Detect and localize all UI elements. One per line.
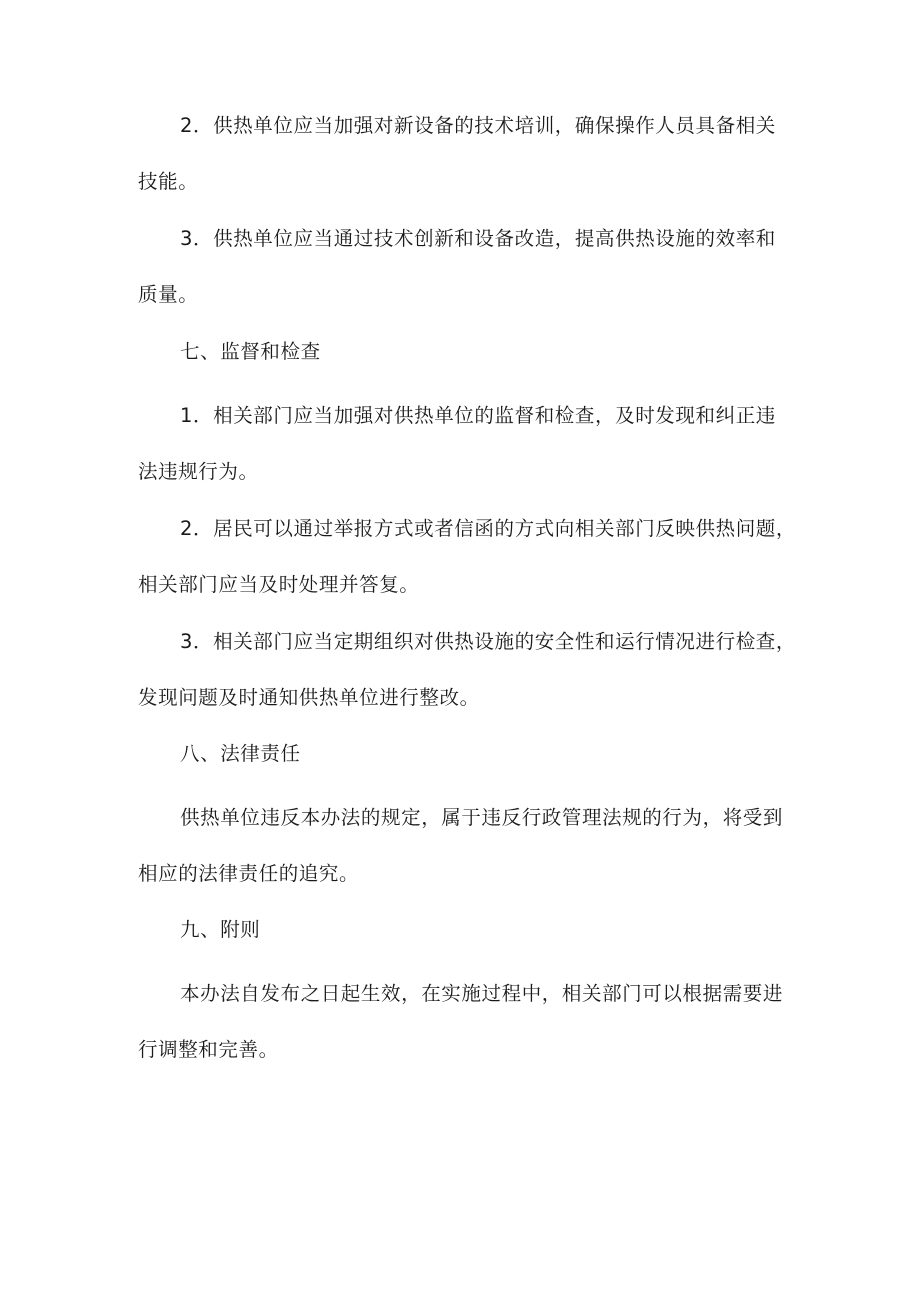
paragraph-supervision-1 [138, 388, 788, 500]
paragraph-supervision-3 [138, 614, 797, 726]
paragraph-line: 法违规行为。 [138, 460, 259, 483]
paragraph-line: 相关部门应当及时处理并答复。 [138, 573, 420, 596]
paragraph-line: 3．相关部门应当定期组织对供热设施的安全性和运行情况进行检查， [180, 630, 797, 653]
paragraph-line: 质量。 [138, 283, 199, 306]
paragraph-line: 技能。 [138, 170, 199, 193]
paragraph-line: 2．供热单位应当加强对新设备的技术培训，确保操作人员具备相关 [180, 114, 776, 137]
paragraph-line: 1．相关部门应当加强对供热单位的监督和检查，及时发现和纠正违 [180, 404, 776, 427]
paragraph-legal-liability [138, 790, 788, 902]
paragraph-line: 相应的法律责任的追究。 [138, 862, 360, 885]
paragraph-line: 行调整和完善。 [138, 1038, 279, 1061]
section-heading-supplementary: 九、附则 [180, 918, 261, 941]
section-heading-supervision: 七、监督和检查 [180, 340, 321, 363]
paragraph-supplementary [138, 966, 788, 1078]
paragraph-supervision-2 [138, 501, 797, 613]
paragraph-line: 3．供热单位应当通过技术创新和设备改造，提高供热设施的效率和 [180, 227, 776, 250]
paragraph-line: 供热单位违反本办法的规定，属于违反行政管理法规的行为，将受到 [180, 806, 784, 829]
paragraph-line: 发现问题及时通知供热单位进行整改。 [138, 686, 480, 709]
paragraph-line: 本办法自发布之日起生效，在实施过程中，相关部门可以根据需要进 [180, 982, 784, 1005]
section-heading-legal-liability: 八、法律责任 [180, 742, 301, 765]
paragraph-technical-innovation [138, 211, 788, 323]
paragraph-equipment-training [138, 98, 788, 210]
paragraph-line: 2．居民可以通过举报方式或者信函的方式向相关部门反映供热问题， [180, 517, 797, 540]
